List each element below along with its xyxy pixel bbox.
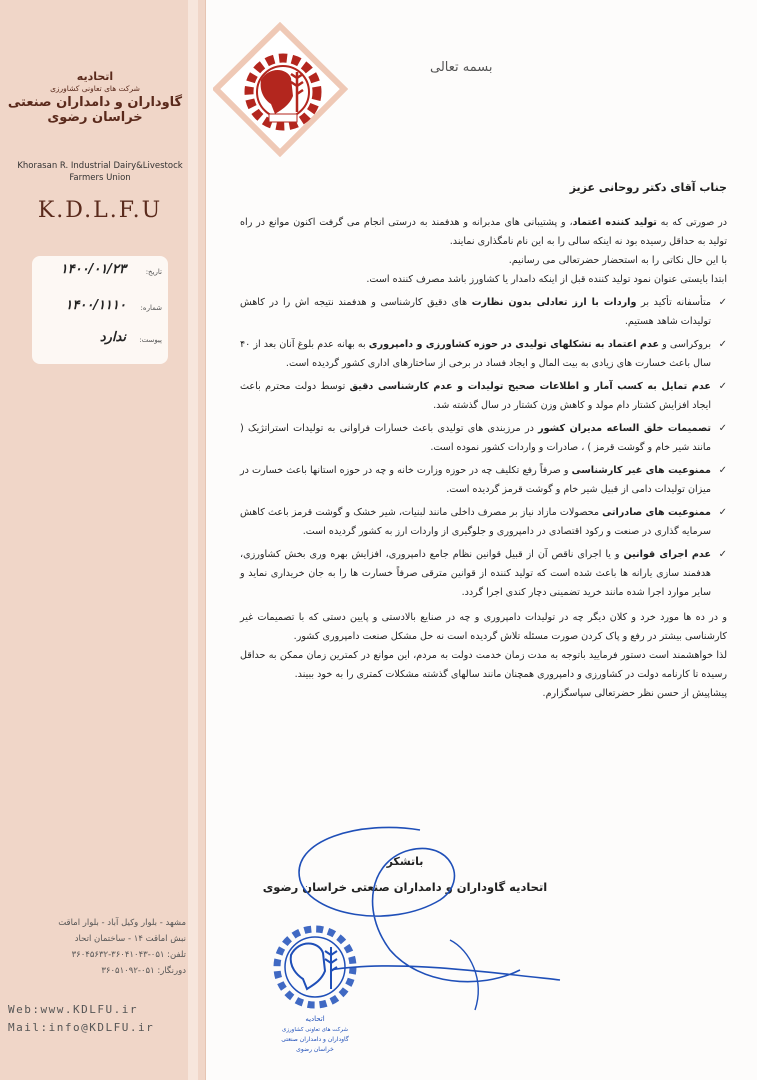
letter-info-box [32,256,168,364]
check-icon: ✓ [718,381,727,392]
email-link[interactable]: Mail:info@KDLFU.ir [8,1021,155,1034]
addressee: جناب آقای دکتر روحانی عزیز [569,181,727,194]
official-stamp-icon [260,915,370,1065]
check-icon: ✓ [718,465,727,476]
attachment-label: پیوست: [139,336,162,344]
check-icon: ✓ [718,423,727,434]
list-item: ✓ ممنوعیت های غیر کارشناسی و صرفاً رفع تکلیف چه در حوزه وزارت خانه و چه در حوزه استانها باعث خسارت در میزان تولیدات دامی از قبیل شیر خام و گوشت قرمز گردیده است. [240,461,727,499]
union-name-line1: گاوداران و دامداران صنعتی [7,95,183,110]
list-item: ✓ بروکراسی و عدم اعتماد به تشکلهای تولیدی در حوزه کشاورزی و دامپروری به بهانه عدم بلوغ آنان بعد از ۴۰ سال باعث خسارت های زیادی به بیت المال و ایجاد فساد در برخی از ساختارهای اداری کشور گردیده است. [240,335,727,373]
footer-address: مشهد - بلوار وکیل آباد - بلوار اماقت نبش اماقت ۱۴ - ساختمان اتحاد تلفن: ۰۵۱-۳۶۰۴۱۰۴۳-۳۶۰۴۵۶۳۲ دورنگار: ۰۵۱-۳۶۰۵۱۰۹۲ [58,918,186,976]
intro-line-2: با این حال نکاتی را به استحضار حضرتعالی می رسانیم. [508,255,727,266]
signature-org: اتحادیه گاوداران و دامداران صنعتی خراسان رضوی [262,880,548,894]
check-icon: ✓ [718,549,727,560]
union-name-line2: خراسان رضوی [47,110,143,125]
closing-line: پیشاپیش از حسن نظر حضرتعالی سپاسگزارم. [542,688,727,699]
union-title: اتحادیه [76,70,114,83]
date-value: ۱۴۰۰/۰۱/۲۳ [60,262,126,277]
letter-body [240,178,727,703]
intro-line-3: ابتدا بایستی عنوان نمود تولید کننده قبل از اینکه دامدار یا کشاورز باشد مصرف کننده است. [366,274,727,285]
footer-web [8,1001,154,1037]
list-item: ✓ عدم اجرای قوانین و یا اجرای ناقص آن از قبیل قوانین نظام جامع دامپروری، افزایش بهره وری بخش کشاورزی، هدفمند سازی یارانه ها باعث شده است که تولید کننده از قوانین مترقی صرفاً خسارت ها را به جان خریداری نماید و سایر موارد اجرا شده مانند خرید تضمینی دچار کندی اجرا گردد. [240,545,727,602]
union-title-block [0,70,190,125]
stamp-line1: اتحادیه [305,1015,325,1023]
list-item: ✓ متأسفانه تأکید بر واردات با ارز تعادلی بدون نظارت های دقیق کارشناسی و هدفمند نتیجه اش را در کاهش تولیدات شاهد هستیم. [240,293,727,331]
check-icon: ✓ [718,297,727,308]
number-label: شماره: [140,304,162,312]
list-item: ✓ عدم تمایل به کسب آمار و اطلاعات صحیح تولیدات و عدم کارشناسی دقیق توسط دولت محترم باعث ایجاد افزایش کشتار دام مولد و کاهش وزن کشتار در سال گذشته شد. [240,377,727,415]
stamp-line3: گاوداران و دامداران صنعتی [281,1036,349,1043]
stamp-line2: شرکت های تعاونی کشاورزی [282,1027,348,1033]
check-icon: ✓ [718,507,727,518]
attachment-row [40,330,162,352]
website-link[interactable]: Web:www.KDLFU.ir [8,1003,138,1016]
union-subtitle: شرکت های تعاونی کشاورزی [50,84,140,93]
number-value: ۱۴۰۰/۱۱۱۰ [65,298,126,313]
bismillah: بسمه تعالی [430,60,493,75]
union-logo-icon [213,22,348,157]
attachment-value: ندارد [99,330,126,345]
abbreviation: K.D.L.F.U [37,198,163,223]
date-label: تاریخ: [145,268,162,276]
intro-paragraph: در صورتی که به تولید کننده اعتماد، و پشتیبانی های مدبرانه و هدفمند به درستی انجام می گرفت اکنون موانع در راه تولید به حداقل رسیده بود نه اینکه سالی را به این نام نامگذاری نمایند. [240,217,727,247]
thanks-text: باتشکر [386,855,424,868]
list-item: ✓ تصمیمات خلق الساعه مدیران کشور در مرزبندی های تولیدی باعث خسارات فراوانی به تولیدات استراتژیک ( مانند شیر خام و گوشت قرمز ) ، صادرات و واردات کشور نموده است. [240,419,727,457]
request-paragraph: لذا خواهشمند است دستور فرمایید باتوجه به مدت زمان خدمت دولت به مردم، این موانع در کمترین زمان ممکن به حداقل رسیده تا کارنامه دولت در کشاورزی و دامپروری همچنان مانند سالهای گذشته مشکلات کمتری را به خود ببیند. [240,650,727,680]
letterhead-sidebar [0,0,206,1080]
summary-paragraph: و در ده ها مورد خرد و کلان دیگر چه در تولیدات دامپروری و چه در صنایع بالادستی و پایین دستی که با تصمیمات غیر کارشناسی بیشتر در رفع و پاک کردن صورت مسئله تلاش گردیده است نه حل مشکل صنعت دامپروری کشور. [240,612,727,642]
date-row [40,262,162,284]
list-item: ✓ ممنوعیت های صادراتی محصولات مازاد نیاز بر مصرف داخلی مانند لبنیات، شیر خشک و گوشت قرمز باعث کاهش سرمایه گذاری در صنعت و رکود اقتصادی در دامپروری و جلوگیری از واردات ارز به کشور گردیده است. [240,503,727,541]
english-name: Khorasan R. Industrial Dairy&Livestock Farmers Union [17,161,183,183]
check-icon: ✓ [718,339,727,350]
stamp-line4: خراسان رضوی [296,1046,334,1053]
number-row [40,298,162,320]
